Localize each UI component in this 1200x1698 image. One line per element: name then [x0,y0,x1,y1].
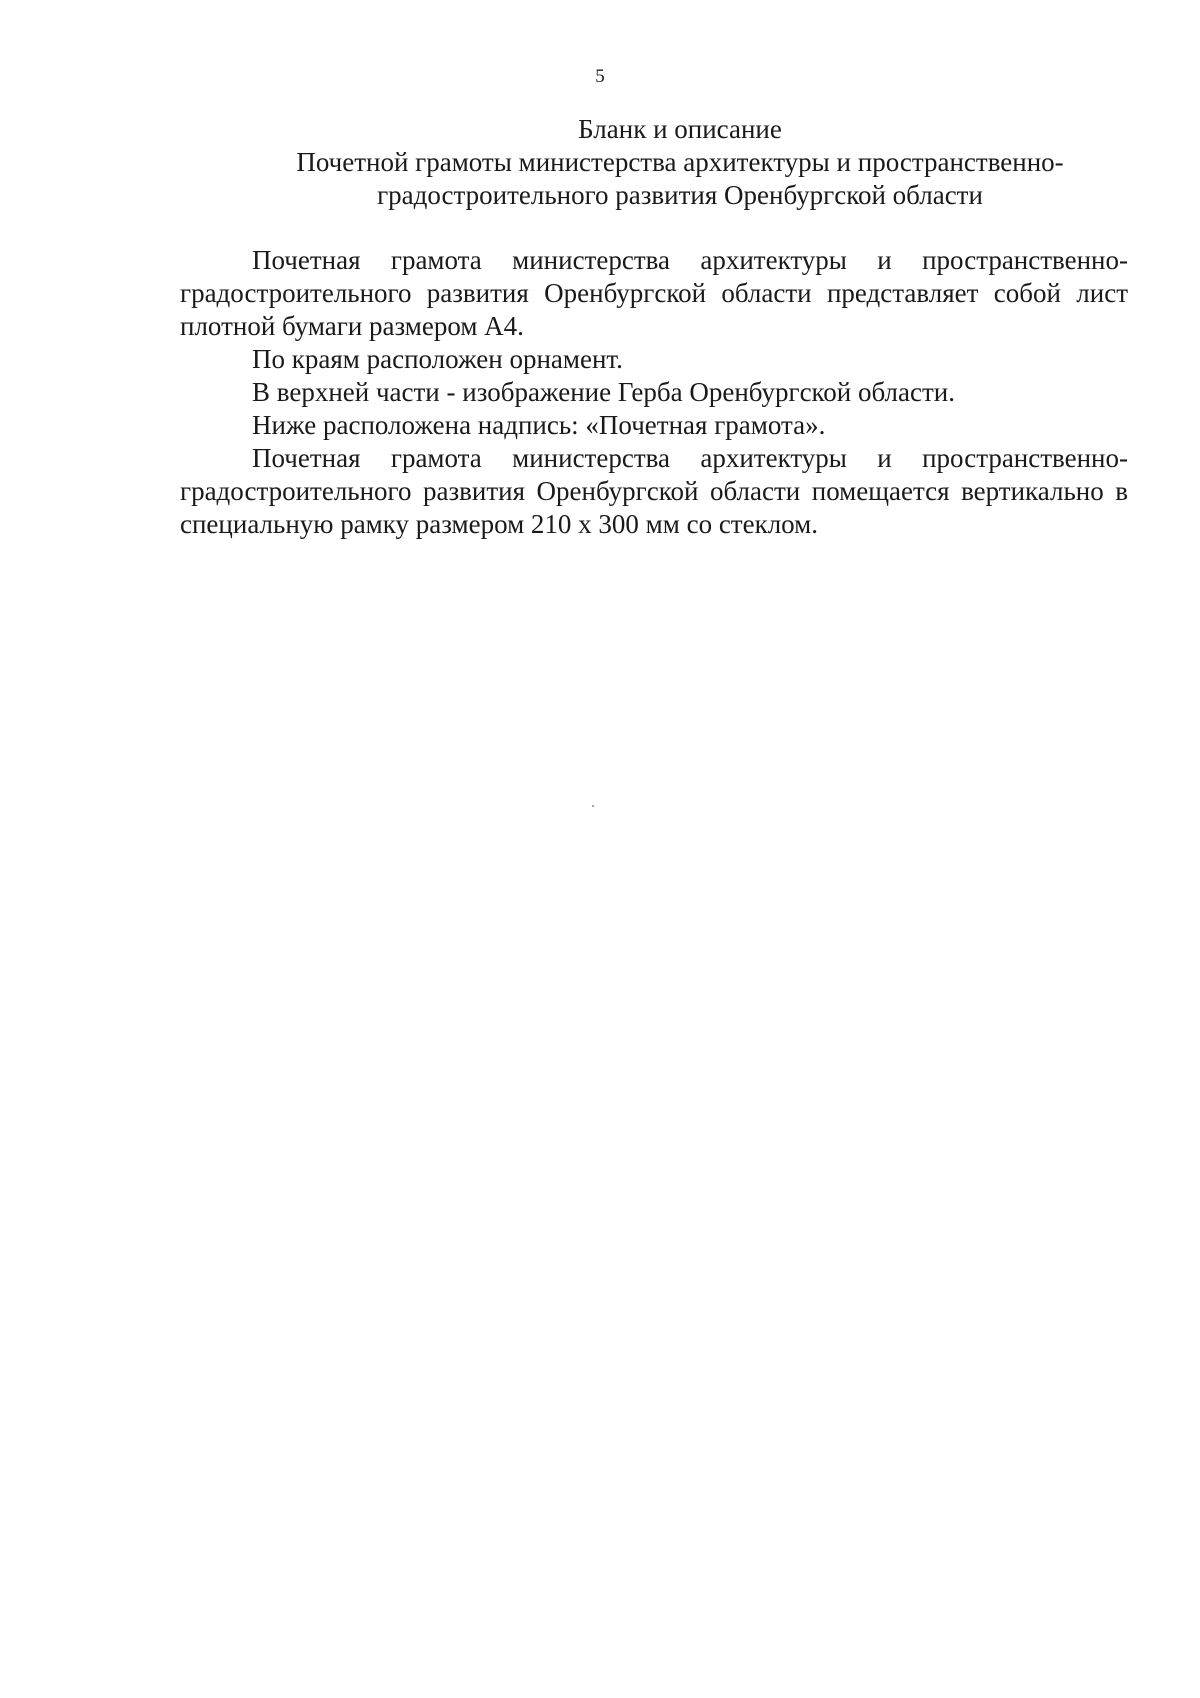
paragraph-coat-of-arms: В верхней части - изображение Герба Оренбургской области. [252,377,956,407]
paragraph-ornament: По краям расположен орнамент. [252,344,623,374]
document-heading [130,113,1200,212]
heading-line-2: Почетной грамоты министерства архитектуры и пространственно- [296,147,1064,177]
heading-line-3: градостроительного развития Оренбургской области [377,180,983,210]
scan-speck [592,805,594,807]
document-body [180,244,1128,541]
paragraph-frame: Почетная грамота министерства архитектуры и пространственно-градостроительного развития Оренбургской области помещается вертикально в специальную рамку размером 210 х 300 мм со стеклом. [180,443,1128,539]
heading-line-1: Бланк и описание [578,114,782,144]
page-number: 5 [595,66,605,87]
paragraph-description: Почетная грамота министерства архитектуры и пространственно-градостроительного развития Оренбургской области представляет собой лист плотной бумаги размером А4. [180,245,1128,341]
paragraph-inscription: Ниже расположена надпись: «Почетная грамота». [252,410,826,440]
